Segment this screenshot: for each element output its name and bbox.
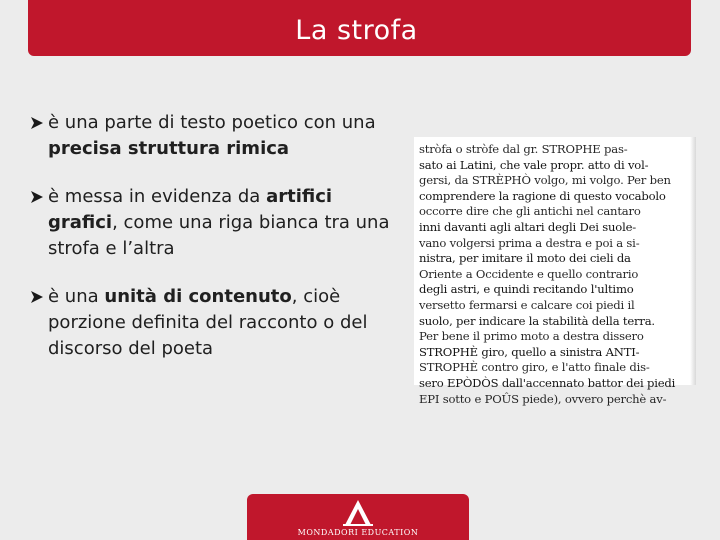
bullet-text: è messa in evidenza da	[48, 186, 267, 207]
dictionary-line: inni davanti agli altari degli Dei suole-	[419, 219, 636, 234]
bullet-text: , cioè porzione definita del racconto o del discorso del poeta	[48, 286, 368, 359]
dictionary-line: comprendere la ragione di questo vocabolo	[419, 188, 666, 203]
bullet-emphasis: precisa struttura rimica	[48, 138, 290, 159]
dictionary-line: vano volgersi prima a destra e poi a si-	[419, 235, 640, 250]
dictionary-line: stròfa o stròfe dal gr. STROPHE pas-	[419, 142, 628, 156]
dictionary-lines	[419, 142, 690, 407]
dictionary-scan	[414, 137, 696, 406]
dictionary-line: versetto fermarsi e calcare coi piedi il	[419, 297, 635, 312]
arrow-bullet-icon	[30, 116, 44, 130]
dictionary-line: nistra, per imitare il moto dei cieli da	[419, 251, 631, 266]
dictionary-line: suolo, per indicare la stabilità della terra.	[419, 313, 655, 328]
dictionary-line: STROPHÈ giro, quello a sinistra ANTI-	[419, 344, 640, 359]
scan-edge	[690, 137, 696, 385]
dictionary-line: sato ai Latini, che vale propr. atto di vol-	[419, 157, 649, 172]
mondadori-logo-icon	[340, 499, 376, 527]
dictionary-line: STROPHÈ contro giro, e l'atto finale dis-	[419, 360, 650, 375]
arrow-bullet-icon	[30, 190, 44, 204]
bullet-item	[30, 110, 390, 162]
bullet-text: , come una riga bianca tra una strofa e l’altra	[48, 212, 390, 259]
slide-title: La strofa	[295, 14, 418, 46]
bullet-item	[30, 284, 390, 362]
dictionary-line: Per bene il primo moto a destra dissero	[419, 329, 644, 344]
dictionary-line: gersi, da STRÈPHÒ volgo, mi volgo. Per ben	[419, 173, 671, 188]
bullet-list	[30, 110, 390, 384]
bullet-text: è una parte di testo poetico con una	[48, 112, 376, 133]
footer-bar	[247, 494, 469, 540]
dictionary-line: degli astri, e quindi recitando l'ultimo	[419, 282, 634, 297]
title-bar	[28, 0, 691, 56]
dictionary-line: sero EPÒDÒS dall'accennato battor dei piedi	[419, 375, 676, 390]
bullet-text: è una	[48, 286, 105, 307]
bullet-item	[30, 184, 390, 262]
arrow-bullet-icon	[30, 290, 44, 304]
dictionary-line: Oriente a Occidente e quello contrario	[419, 266, 639, 281]
dictionary-line: occorre dire che gli antichi nel cantaro	[419, 204, 641, 219]
footer-brand: MONDADORI EDUCATION	[297, 528, 419, 537]
dictionary-line: EPI sotto e POÛS piede), ovvero perchè av-	[419, 391, 667, 406]
bullet-emphasis: artifici grafici	[48, 186, 333, 233]
bullet-emphasis: unità di contenuto	[104, 286, 292, 307]
